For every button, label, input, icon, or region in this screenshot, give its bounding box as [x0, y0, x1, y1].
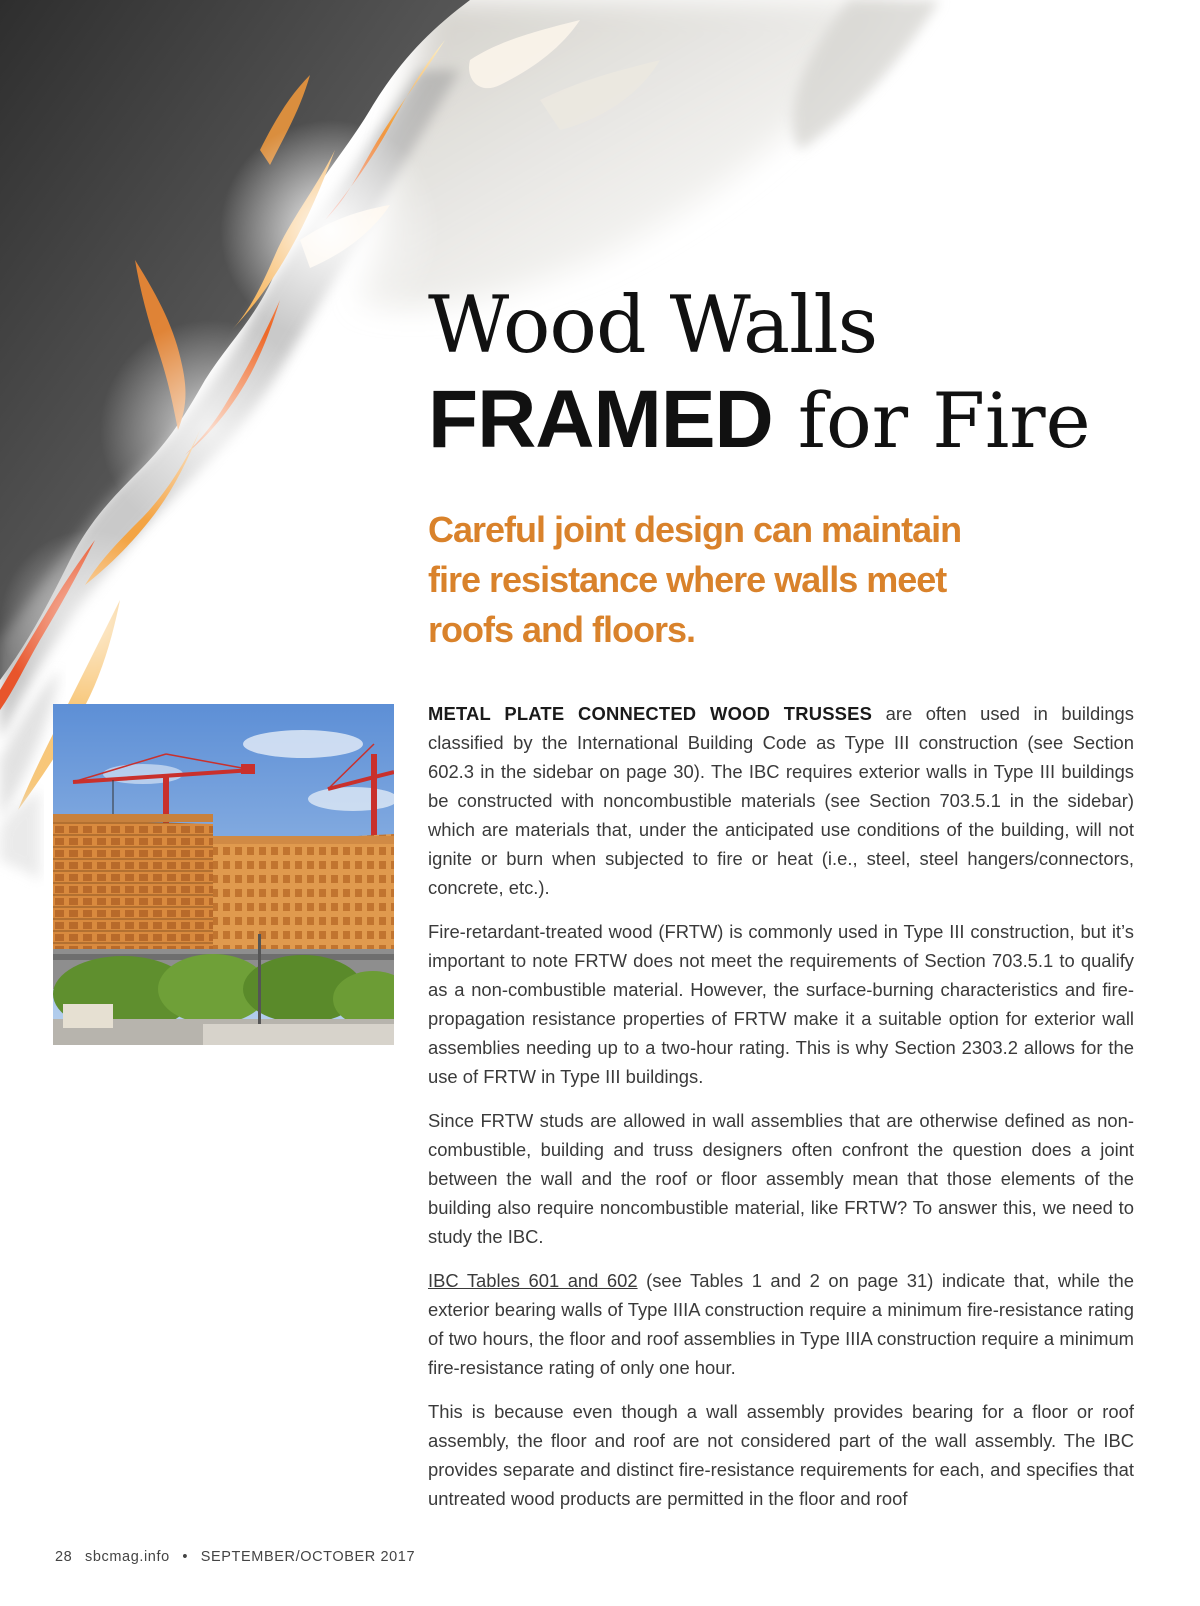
page-folio: [55, 1549, 423, 1565]
body-paragraph-4: [428, 1266, 1134, 1382]
body-paragraph-2: Fire-retardant-treated wood (FRTW) is commonly used in Type III construction, but it’s important to note FRTW does not meet the requirements of Section 703.5.1 to qualify as a non-combustible material. However, the surface-burning characteristics and fire-propagation resistance properties of FRTW make it a suitable option for exterior wall assemblies needing up to a two-hour rating. This is why Section 2303.2 allows for the use of FRTW in Type III buildings.: [428, 921, 1134, 1087]
folio-bullet: •: [182, 1549, 189, 1565]
headline-bold-word: FRAMED: [428, 374, 773, 465]
body-paragraph-5: This is because even though a wall assembly provides bearing for a floor or roof assembly, the floor and roof are not considered part of the wall assembly. The IBC provides separate and distinct fire-resistance requirements for each, and specifies that untreated wood products are permitted in the floor and roof: [428, 1401, 1134, 1509]
subheadline-deck: Careful joint design can maintain fire resistance where walls meet roofs and floors.: [428, 509, 962, 650]
body-paragraph-3: Since FRTW studs are allowed in wall assemblies that are otherwise defined as non-combustible, building and truss designers often confront the question does a joint between the wall and the roof or floor assembly mean that those elements of the building also require noncombustible material, like FRTW? To answer this, we need to study the IBC.: [428, 1110, 1134, 1247]
construction-site-photo-icon: [53, 704, 394, 1045]
site-url: sbcmag.info: [84, 1549, 170, 1565]
headline-rest: for Fire: [797, 376, 1091, 465]
headline-line2: [428, 374, 1091, 465]
headline-line1: Wood Walls: [428, 279, 878, 371]
page-number: 28: [55, 1549, 73, 1565]
issue-date: SEPTEMBER/OCTOBER 2017: [200, 1549, 416, 1565]
lead-in: METAL PLATE CONNECTED WOOD TRUSSES: [428, 703, 873, 724]
body-paragraph-1-text: are often used in buildings classified by the International Building Code as Type III construction (see Section 602.3 in the sidebar on page 30). The IBC requires exterior walls in Type III buildings be constructed with noncombustible materials (see Section 703.5.1 in the sidebar) which are materials that, under the anticipated use conditions of the building, will not ignite or burn when subjected to fire or heat (i.e., steel, steel hangers/connectors, concrete, etc.).: [428, 703, 1134, 898]
headline: [428, 279, 1091, 465]
ibc-tables-link[interactable]: IBC Tables 601 and 602: [428, 1270, 638, 1291]
article-body: [428, 699, 1134, 1528]
body-paragraph-4-text: (see Tables 1 and 2 on page 31) indicate that, while the exterior bearing walls of Type IIIA construction require a minimum fire-resistance rating of two hours, the floor and roof assemblies in Type IIIA construction require a minimum fire-resistance rating of only one hour.: [428, 1270, 1134, 1378]
body-paragraph-1: [428, 699, 1134, 902]
